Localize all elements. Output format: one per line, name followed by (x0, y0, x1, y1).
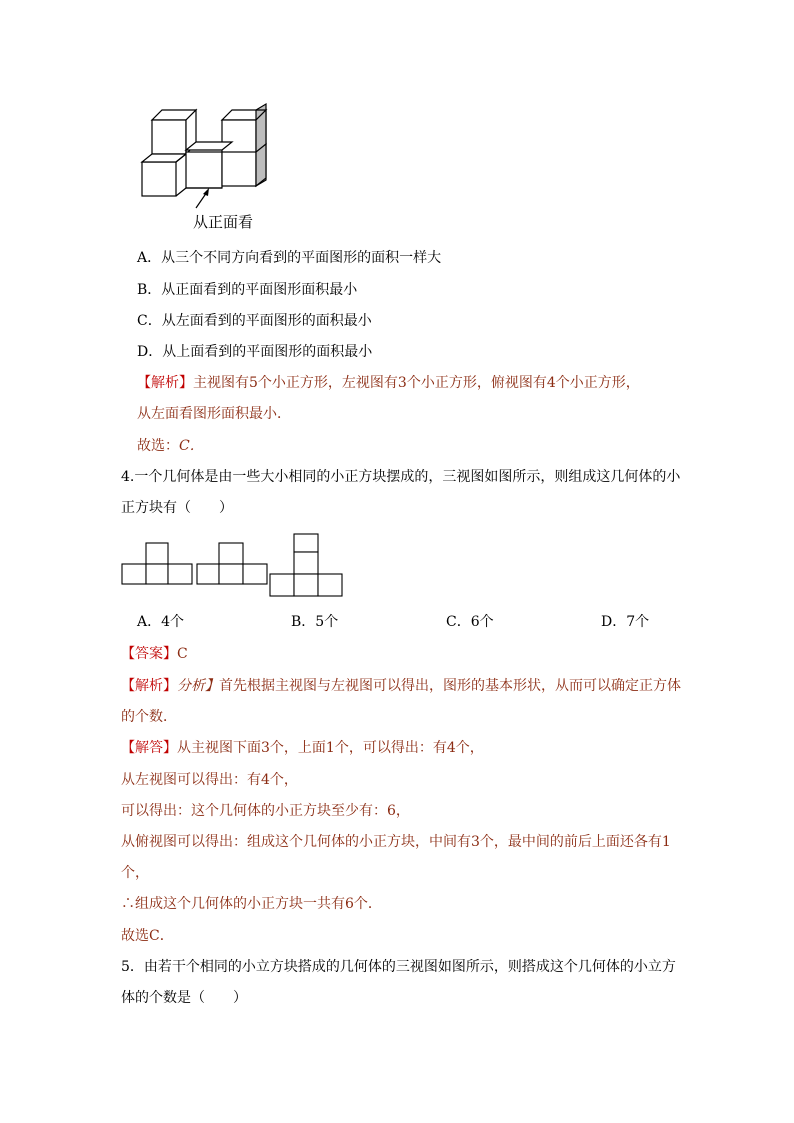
q4-stem-line2: 正方块有（ ） (121, 500, 233, 516)
three-views-figure (120, 530, 345, 600)
q4-jieda-line5: 个， (121, 865, 149, 881)
jieda-text: 从主视图下面3个，上面1个，可以得出：有4个， (177, 740, 484, 756)
q4-option-b: B．5个 (291, 614, 339, 630)
q3-option-d: D．从上面看到的平面图形的面积最小 (137, 344, 373, 360)
q3-analysis-line1 (137, 373, 640, 393)
q4-option-a: A．4个 (137, 614, 185, 630)
q3-option-a: A．从三个不同方向看到的平面图形的面积一样大 (137, 250, 442, 266)
cube-structure-figure (130, 100, 280, 210)
q4-option-d: D．7个 (601, 614, 650, 630)
figure-caption: 从正面看 (193, 213, 254, 231)
analysis-text: 主视图有5个小正方形，左视图有3个小正方形，俯视图有4个小正方形， (193, 375, 640, 391)
choose-prefix: 故选： (137, 438, 179, 454)
analysis-text: 首先根据主视图与左视图可以得出，图形的基本形状，从而可以确定正方体 (219, 678, 681, 694)
q4-jieda-line1 (121, 738, 484, 758)
q4-jieda-line2: 从左视图可以得出：有4个， (121, 772, 298, 788)
choose-value: C． (179, 438, 204, 454)
q4-analysis-line1 (121, 676, 681, 696)
jieda-tag: 【解答】 (121, 740, 177, 756)
q5-stem-line2: 体的个数是（ ） (121, 990, 247, 1006)
q4-stem-line1: 4.一个几何体是由一些大小相同的小正方块摆成的，三视图如图所示，则组成这几何体的小 (121, 469, 681, 485)
fenxi-tag: 分析】 (177, 678, 219, 694)
q3-choose (137, 436, 204, 456)
q4-jieda-line3: 可以得出：这个几何体的小正方块至少有：6， (121, 803, 410, 819)
q3-analysis-line2: 从左面看图形面积最小． (137, 406, 291, 422)
answer-value: C (177, 646, 188, 662)
q3-option-b: B．从正面看到的平面图形面积最小 (137, 282, 358, 298)
analysis-tag: 【解析】 (121, 678, 177, 694)
q4-analysis-line2: 的个数． (121, 709, 177, 725)
analysis-tag: 【解析】 (137, 375, 193, 391)
q5-stem-line1: 5．由若干个相同的小立方块搭成的几何体的三视图如图所示，则搭成这个几何体的小立方 (121, 959, 676, 975)
q4-choose: 故选C． (121, 928, 174, 944)
q4-option-c: C．6个 (446, 614, 494, 630)
q4-jieda-line4: 从俯视图可以得出：组成这个几何体的小正方块，中间有3个，最中间的前后上面还各有1 (121, 834, 671, 850)
answer-tag: 【答案】 (121, 646, 177, 662)
q3-option-c: C．从左面看到的平面图形的面积最小 (137, 313, 372, 329)
q4-jieda-line6: ∴组成这个几何体的小正方块一共有6个． (121, 896, 382, 912)
q4-answer (121, 644, 188, 664)
